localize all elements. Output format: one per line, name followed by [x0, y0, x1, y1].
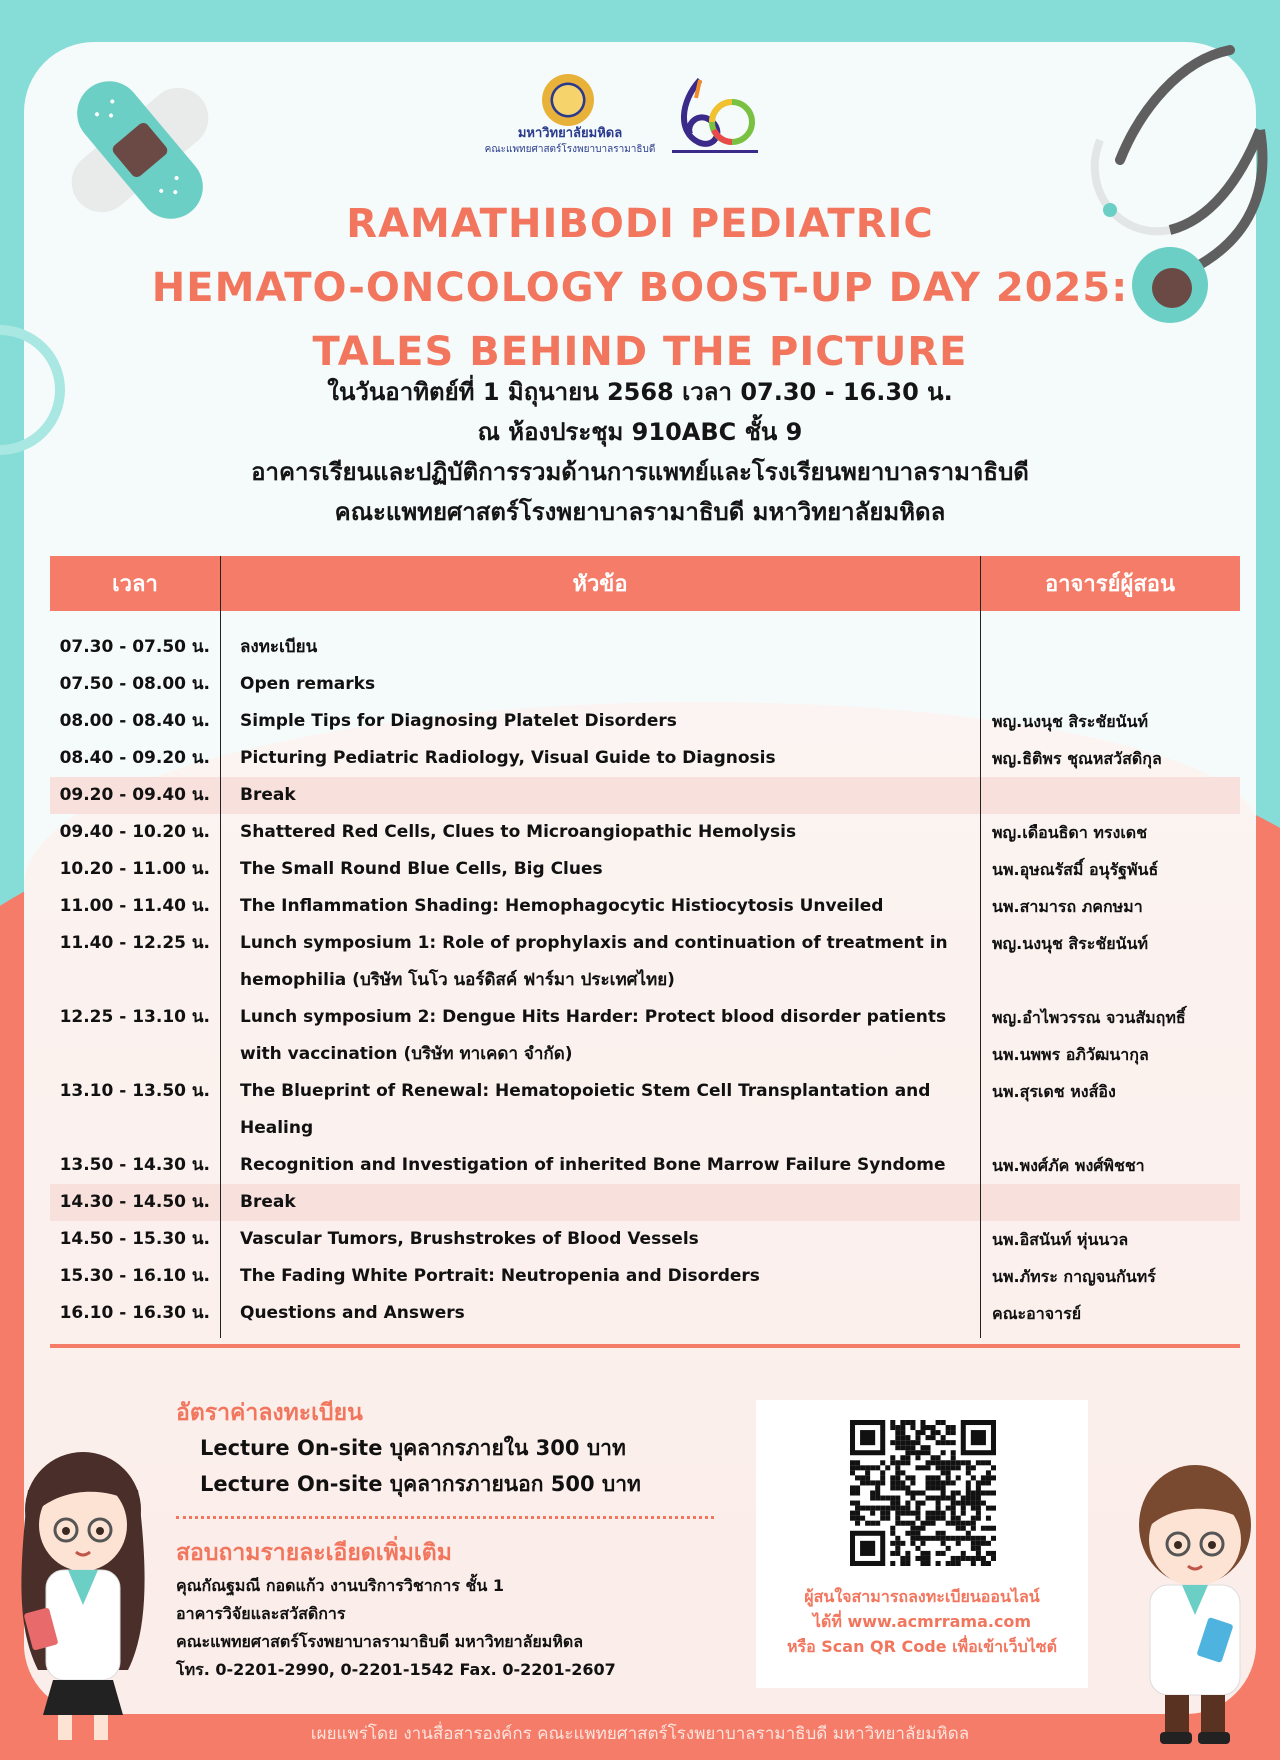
table-row: [50, 1073, 1240, 1147]
table-row: [50, 925, 1240, 999]
row-speaker: นพ.สุรเดช หงส์อิง: [992, 1082, 1116, 1101]
row-topic: ลงทะเบียน: [240, 637, 318, 657]
row-topic: Simple Tips for Diagnosing Platelet Disorders: [240, 711, 677, 731]
row-time: 10.20 - 11.00 น.: [59, 859, 210, 879]
event-info: [130, 372, 1150, 532]
contact-line-1: คุณกัณฐมณี กอดแก้ว งานบริการวิชาการ ชั้น 1: [176, 1576, 505, 1595]
row-speaker: พญ.ธิติพร ชุณหสวัสดิกุล: [992, 749, 1162, 768]
contact-line-4: โทร. 0-2201-2990, 0-2201-1542 Fax. 0-2201-2607: [176, 1660, 616, 1679]
row-topic: Break: [240, 785, 296, 805]
row-time: 09.20 - 09.40 น.: [59, 785, 210, 805]
row-topic: Picturing Pediatric Radiology, Visual Guide to Diagnosis: [240, 748, 776, 768]
registration-line-2[interactable]: ได้ที่ www.acmrrama.com: [812, 1612, 1032, 1631]
event-building: อาคารเรียนและปฏิบัติการรวมด้านการแพทย์และโรงเรียนพยาบาลรามาธิบดี: [251, 458, 1029, 486]
row-time: 14.50 - 15.30 น.: [59, 1229, 210, 1249]
table-header: [50, 556, 1240, 611]
fees-heading: อัตราค่าลงทะเบียน: [176, 1400, 363, 1426]
row-time: 16.10 - 16.30 น.: [59, 1303, 210, 1323]
table-row: [50, 703, 1240, 740]
registration-fees: [176, 1396, 716, 1502]
table-row: [50, 740, 1240, 777]
title-line-2: HEMATO-ONCOLOGY BOOST-UP DAY 2025:: [151, 265, 1129, 311]
row-time: 13.50 - 14.30 น.: [59, 1155, 210, 1175]
decor-ring-left: [0, 310, 100, 470]
break-row: [50, 1184, 1240, 1221]
row-speaker: นพ.อุษณรัสมิ์ อนุรัฐพันธ์: [992, 860, 1159, 879]
event-title: [130, 192, 1150, 384]
row-topic: Shattered Red Cells, Clues to Microangiopathic Hemolysis: [240, 822, 797, 842]
row-speaker: คณะอาจารย์: [992, 1304, 1082, 1323]
row-topic: The Blueprint of Renewal: Hematopoietic Stem Cell Transplantation and Healing: [240, 1081, 931, 1138]
dotted-divider: [176, 1516, 714, 1519]
table-row: [50, 666, 1240, 703]
table-row: [50, 851, 1240, 888]
row-topic: The Fading White Portrait: Neutropenia and Disorders: [240, 1266, 760, 1286]
title-line-1: RAMATHIBODI PEDIATRIC: [346, 201, 934, 247]
header-topic: หัวข้อ: [572, 572, 628, 597]
qr-code[interactable]: [850, 1420, 996, 1566]
row-speaker: พญ.อำไพวรรณ จวนสัมฤทธิ์ นพ.นพพร อภิวัฒนากุล: [992, 1008, 1186, 1064]
university-logo-text: [470, 126, 670, 158]
table-row: [50, 1295, 1240, 1332]
row-topic: Lunch symposium 1: Role of prophylaxis and continuation of treatment in hemophilia (บริษัท โนโว นอร์ดิสค์ ฟาร์มา ประเทศไทย): [240, 933, 948, 990]
row-time: 13.10 - 13.50 น.: [59, 1081, 210, 1101]
row-time: 07.50 - 08.00 น.: [59, 674, 210, 694]
girl-doctor-illustration: [8, 1430, 158, 1750]
event-date: ในวันอาทิตย์ที่ 1 มิถุนายน 2568 เวลา 07.30 - 16.30 น.: [327, 378, 953, 406]
row-topic: Open remarks: [240, 674, 376, 694]
fee-external: Lecture On-site บุคลากรภายนอก 500 บาท: [200, 1472, 641, 1496]
table-row: [50, 1147, 1240, 1184]
table-row: [50, 814, 1240, 851]
row-topic: Lunch symposium 2: Dengue Hits Harder: Protect blood disorder patients with vaccination (บริษัท ทาเคดา จำกัด): [240, 1007, 947, 1064]
row-time: 12.25 - 13.10 น.: [59, 1007, 210, 1027]
row-time: 09.40 - 10.20 น.: [59, 822, 210, 842]
table-row: [50, 629, 1240, 666]
registration-text: [756, 1584, 1088, 1659]
row-topic: Questions and Answers: [240, 1303, 465, 1323]
contact-line-2: อาคารวิจัยและสวัสดิการ: [176, 1604, 346, 1623]
row-time: 11.40 - 12.25 น.: [59, 933, 210, 953]
registration-line-1: ผู้สนใจสามารถลงทะเบียนออนไลน์: [804, 1587, 1040, 1606]
row-time: 08.00 - 08.40 น.: [59, 711, 210, 731]
table-row: [50, 888, 1240, 925]
mahidol-seal-icon: [542, 74, 594, 126]
row-topic: Break: [240, 1192, 296, 1212]
table-row: [50, 1221, 1240, 1258]
row-speaker: นพ.ภัทระ กาญจนกันทร์: [992, 1267, 1156, 1286]
row-topic: The Inflammation Shading: Hemophagocytic Histiocytosis Unveiled: [240, 896, 884, 916]
fee-internal: Lecture On-site บุคลากรภายใน 300 บาท: [200, 1436, 626, 1460]
registration-line-3: หรือ Scan QR Code เพื่อเข้าเว็บไซต์: [786, 1637, 1058, 1656]
header-logos: [470, 70, 770, 160]
anniversary-60-logo: [670, 72, 760, 158]
table-row: [50, 999, 1240, 1073]
row-time: 14.30 - 14.50 น.: [59, 1192, 210, 1212]
event-room: ณ ห้องประชุม 910ABC ชั้น 9: [477, 418, 803, 446]
contact-info: [176, 1536, 716, 1684]
row-topic: The Small Round Blue Cells, Big Clues: [240, 859, 603, 879]
row-time: 07.30 - 07.50 น.: [59, 637, 210, 657]
faculty-name-small: คณะแพทยศาสตร์โรงพยาบาลรามาธิบดี: [484, 144, 656, 155]
footer-credit: เผยแพร่โดย งานสื่อสารองค์กร คณะแพทยศาสตร์โรงพยาบาลรามาธิบดี มหาวิทยาลัยมหิดล: [310, 1724, 970, 1744]
row-speaker: นพ.อิสนันท์ หุ่นนวล: [992, 1230, 1129, 1249]
event-faculty: คณะแพทยศาสตร์โรงพยาบาลรามาธิบดี มหาวิทยาลัยมหิดล: [334, 498, 946, 526]
row-speaker: นพ.พงศ์ภัค พงศ์พิชชา: [992, 1156, 1145, 1175]
table-bottom-rule: [50, 1344, 1240, 1348]
header-speaker: อาจารย์ผู้สอน: [1044, 572, 1176, 597]
table-body: [50, 611, 1240, 1344]
qr-registration-box: [756, 1400, 1088, 1688]
row-time: 11.00 - 11.40 น.: [59, 896, 210, 916]
row-speaker: นพ.สามารถ ภคกษมา: [992, 897, 1143, 916]
column-divider: [980, 556, 981, 1338]
university-name: มหาวิทยาลัยมหิดล: [517, 126, 623, 141]
row-time: 15.30 - 16.10 น.: [59, 1266, 210, 1286]
row-speaker: พญ.นงนุช สิระชัยนันท์: [992, 934, 1148, 953]
column-divider: [220, 556, 221, 1338]
row-topic: Recognition and Investigation of inherited Bone Marrow Failure Syndome: [240, 1155, 946, 1175]
row-topic: Vascular Tumors, Brushstrokes of Blood Vessels: [240, 1229, 699, 1249]
contact-line-3: คณะแพทยศาสตร์โรงพยาบาลรามาธิบดี มหาวิทยาลัยมหิดล: [176, 1632, 584, 1651]
break-row: [50, 777, 1240, 814]
header-time: เวลา: [112, 572, 158, 597]
boy-doctor-illustration: [1120, 1440, 1270, 1750]
schedule-table: [50, 556, 1240, 1348]
contact-heading: สอบถามรายละเอียดเพิ่มเติม: [176, 1540, 452, 1566]
row-time: 08.40 - 09.20 น.: [59, 748, 210, 768]
row-speaker: พญ.นงนุช สิระชัยนันท์: [992, 712, 1148, 731]
table-row: [50, 1258, 1240, 1295]
title-line-3: TALES BEHIND THE PICTURE: [312, 329, 968, 375]
row-speaker: พญ.เดือนธิดา ทรงเดช: [992, 823, 1148, 842]
